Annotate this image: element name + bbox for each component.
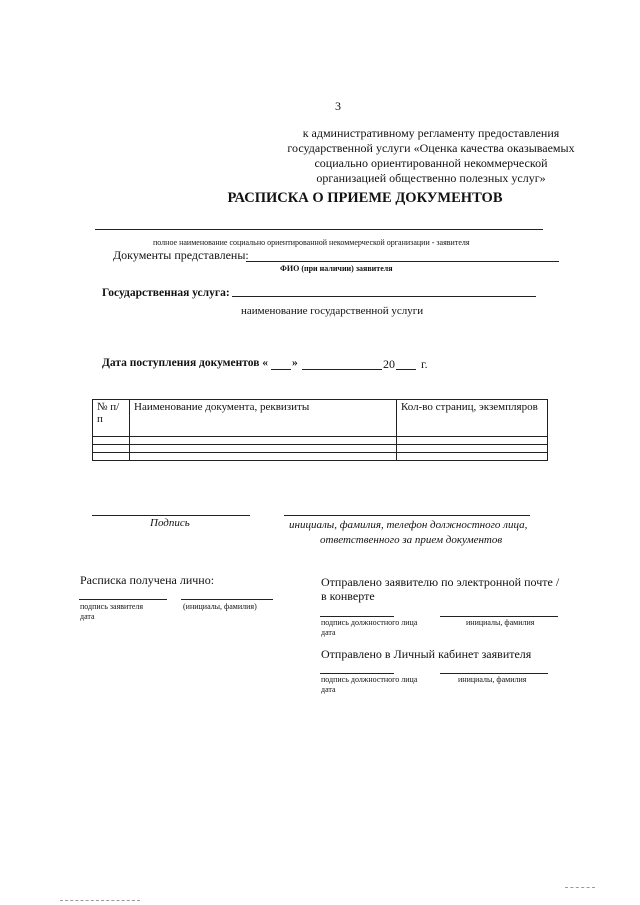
service-line bbox=[232, 296, 536, 297]
org-name-line bbox=[95, 229, 543, 230]
page-number: 3 bbox=[335, 99, 341, 113]
cabinet-initials-caption: инициалы, фамилия bbox=[458, 675, 527, 684]
table-cell bbox=[130, 437, 397, 445]
table-cell bbox=[130, 445, 397, 453]
received-personally-label: Расписка получена лично: bbox=[80, 573, 215, 587]
applicant-sign-line bbox=[79, 599, 167, 600]
annex-line: организацией общественно полезных услуг» bbox=[316, 171, 546, 185]
cabinet-official-sign-caption: подпись должностного лица bbox=[321, 675, 418, 684]
fio-caption: ФИО (при наличии) заявителя bbox=[280, 264, 393, 273]
date-year-line bbox=[396, 369, 416, 370]
docs-submitted-label: Документы представлены: bbox=[113, 248, 249, 262]
sent-email-line-1: Отправлено заявителю по электронной почте / bbox=[321, 575, 560, 589]
email-initials-line bbox=[440, 616, 558, 617]
annex-line: к административному регламенту предоставления bbox=[302, 126, 560, 140]
scan-artifact bbox=[60, 900, 140, 901]
email-official-sign-line bbox=[320, 616, 394, 617]
cabinet-initials-line bbox=[440, 673, 548, 674]
table-cell bbox=[93, 445, 130, 453]
table-header-row bbox=[93, 400, 548, 437]
applicant-initials-line bbox=[181, 599, 273, 600]
date-label: Дата поступления документов « bbox=[102, 357, 269, 369]
official-caption-1: инициалы, фамилия, телефон должностного лица, bbox=[289, 519, 528, 531]
annex-line: государственной услуги «Оценка качества оказываемых bbox=[287, 141, 575, 155]
date-suffix: г. bbox=[421, 357, 428, 371]
annex-reference bbox=[286, 126, 576, 186]
sent-email-line-2: в конверте bbox=[321, 589, 375, 603]
date-sep: » bbox=[292, 357, 298, 369]
table-cell bbox=[130, 453, 397, 461]
date-day-line bbox=[271, 369, 291, 370]
table-cell bbox=[397, 437, 548, 445]
service-caption: наименование государственной услуги bbox=[241, 305, 424, 317]
table-row bbox=[93, 453, 548, 461]
applicant-initials-caption: (инициалы, фамилия) bbox=[183, 602, 257, 611]
table-row bbox=[93, 437, 548, 445]
org-caption: полное наименование социально ориентированной некоммерческой организации - заявителя bbox=[153, 238, 470, 247]
signature-caption: Подпись bbox=[150, 517, 190, 529]
header-pages: Кол-во страниц, экземпляров bbox=[397, 400, 548, 437]
table-cell bbox=[397, 445, 548, 453]
date-month-line bbox=[302, 369, 382, 370]
document-title: РАСПИСКА О ПРИЕМЕ ДОКУМЕНТОВ bbox=[227, 190, 503, 206]
header-document: Наименование документа, реквизиты bbox=[130, 400, 397, 437]
service-label: Государственная услуга: bbox=[102, 287, 230, 299]
official-line bbox=[284, 515, 530, 516]
documents-table bbox=[92, 399, 548, 461]
date-year: 20 bbox=[383, 357, 395, 371]
cabinet-date-caption: дата bbox=[321, 685, 336, 694]
cabinet-official-sign-line bbox=[320, 673, 394, 674]
annex-line: социально ориентированной некоммерческой bbox=[314, 156, 548, 170]
signature-line bbox=[92, 515, 250, 516]
table-cell bbox=[93, 453, 130, 461]
table-cell bbox=[93, 437, 130, 445]
table-cell bbox=[397, 453, 548, 461]
email-initials-caption: инициалы, фамилия bbox=[466, 618, 535, 627]
table-row bbox=[93, 445, 548, 453]
sent-cabinet-label: Отправлено в Личный кабинет заявителя bbox=[321, 647, 532, 661]
applicant-sign-caption: подпись заявителя bbox=[80, 602, 144, 611]
email-date-caption: дата bbox=[321, 628, 336, 637]
fio-line bbox=[246, 261, 559, 262]
header-number: № п/п bbox=[93, 400, 130, 437]
official-caption-2: ответственного за прием документов bbox=[320, 534, 503, 546]
applicant-date-caption: дата bbox=[80, 612, 95, 621]
email-official-sign-caption: подпись должностного лица bbox=[321, 618, 418, 627]
scan-artifact bbox=[565, 887, 595, 888]
